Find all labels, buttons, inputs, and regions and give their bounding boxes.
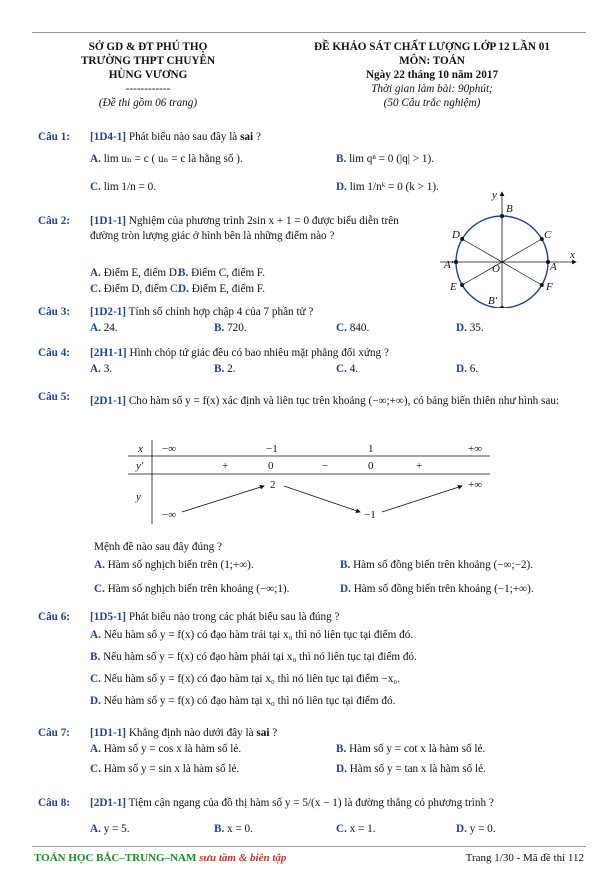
question-emphasis: sai xyxy=(240,131,254,143)
question-tag: [1D2-1] xyxy=(90,306,127,318)
arrow-increase-2 xyxy=(382,486,462,512)
point-b xyxy=(500,214,504,218)
x-val-4: +∞ xyxy=(468,443,483,455)
y-top-2: +∞ xyxy=(468,479,483,491)
option-a[interactable]: A. Hàm số y = cos x là hàm số lẻ. xyxy=(90,743,242,755)
label-d: D xyxy=(452,229,460,241)
question-tag: [1D4-1] xyxy=(90,131,127,143)
option-c[interactable]: C. 840. xyxy=(336,322,370,334)
header-dashes: ------------ xyxy=(125,83,171,95)
option-b[interactable]: B. Hàm số y = cot x là hàm số lẻ. xyxy=(336,743,486,755)
option-a[interactable]: A. 3. xyxy=(90,363,113,375)
question-number: Câu 5: xyxy=(38,391,71,403)
sign-5: + xyxy=(416,460,423,472)
option-a[interactable]: A. lim uₙ = c ( uₙ = c là hằng số ). xyxy=(90,153,243,165)
question-text: Phát biểu nào sau đây là xyxy=(128,131,241,143)
question-number: Câu 2: xyxy=(38,215,71,227)
label-b: B xyxy=(506,203,513,215)
question-text: Tiệm cận ngang của đồ thị hàm số y = 5/(x − 1) là đường thẳng có phương trình ? xyxy=(128,797,494,809)
label-a-prime: A' xyxy=(444,259,454,271)
label-x: x xyxy=(570,249,575,261)
label-f: F xyxy=(546,281,553,293)
option-d[interactable]: D. Điểm E, điểm F. xyxy=(178,283,266,295)
option-b[interactable]: B. Hàm số đồng biến trên khoảng (−∞;−2). xyxy=(340,559,534,571)
question-tag: [2H1-1] xyxy=(90,347,127,359)
header-left xyxy=(48,40,248,110)
question-tag: [2D1-1] xyxy=(90,797,127,809)
question-tag: [1D5-1] xyxy=(90,611,127,623)
subject: MÔN: TOÁN xyxy=(399,55,465,67)
question-tag: [2D1-1] xyxy=(90,395,127,407)
question-count: (50 Câu trắc nghiệm) xyxy=(383,97,481,109)
option-d[interactable]: D. Hàm số đồng biến trên khoảng (−1;+∞). xyxy=(340,583,534,595)
variation-table xyxy=(128,440,490,524)
school-name-2: HÙNG VƯƠNG xyxy=(108,69,188,81)
x-val-2: −1 xyxy=(266,443,278,455)
question-text: Phát biểu nào trong các phát biểu sau là đúng ? xyxy=(128,611,340,623)
x-val-1: −∞ xyxy=(162,443,177,455)
y-bot-1: −∞ xyxy=(162,509,177,521)
time-limit: Thời gian làm bài: 90phút; xyxy=(371,83,493,95)
option-b[interactable]: B. lim qⁿ = 0 (|q| > 1). xyxy=(336,153,435,165)
x-val-3: 1 xyxy=(368,443,374,455)
sign-3: − xyxy=(322,460,329,472)
row-label-y: y xyxy=(136,491,141,503)
option-a[interactable]: A. Hàm số nghịch biến trên (1;+∞). xyxy=(94,559,254,571)
question-text: Cho hàm số y = f(x) xác định và liên tục trên khoảng (−∞;+∞), có bảng biến thiên như hình sau: xyxy=(128,395,560,407)
exam-title: ĐỀ KHẢO SÁT CHẤT LƯỢNG LỚP 12 LẦN 01 xyxy=(313,41,550,53)
question-text: Hình chóp tứ giác đều có bao nhiêu mặt phẳng đối xứng ? xyxy=(129,347,389,359)
option-d[interactable]: D. 6. xyxy=(456,363,479,375)
footer-brand xyxy=(34,852,286,864)
page-count-note: (Đề thi gồm 06 trang) xyxy=(98,97,198,109)
option-d[interactable]: D. 35. xyxy=(456,322,484,334)
y-top-1: 2 xyxy=(270,479,276,491)
option-b[interactable]: B. Nếu hàm số y = f(x) có đạo hàm phải tại x₀ thì nó liên tục tại điểm đó. xyxy=(90,651,417,663)
dept-name: SỞ GD & ĐT PHÚ THỌ xyxy=(88,41,208,53)
question-number: Câu 6: xyxy=(38,611,71,623)
question-tag: [1D1-1] xyxy=(90,727,127,739)
arrow-decrease xyxy=(284,486,360,512)
exam-date: Ngày 22 tháng 10 năm 2017 xyxy=(365,69,499,81)
question-number: Câu 4: xyxy=(38,347,71,359)
option-c[interactable]: C. Nếu hàm số y = f(x) có đạo hàm tại x₀ thì nó liên tục tại điểm −x₀. xyxy=(90,673,400,685)
option-c[interactable]: C. 4. xyxy=(336,363,359,375)
header-right xyxy=(282,40,582,110)
sign-1: + xyxy=(222,460,229,472)
option-b[interactable]: B. 720. xyxy=(214,322,247,334)
option-c[interactable]: C. Hàm số y = sin x là hàm số lẻ. xyxy=(90,763,240,775)
option-d[interactable]: D. lim 1/nᵏ = 0 (k > 1). xyxy=(336,181,439,193)
row-label-x: x xyxy=(138,443,143,455)
question-text: Nghiệm của phương trình 2sin x + 1 = 0 được biểu diễn trên đường tròn lượng giác ở hình bên là những điểm nào ? xyxy=(90,215,399,242)
option-c[interactable]: C. lim 1/n = 0. xyxy=(90,181,156,193)
question-prompt: Mệnh đề nào sau đây đúng ? xyxy=(94,541,223,553)
option-b[interactable]: B. Điểm C, điểm F. xyxy=(178,267,266,279)
label-o: O xyxy=(492,263,500,275)
school-name: TRƯỜNG THPT CHUYÊN xyxy=(80,55,216,67)
point-a-prime xyxy=(454,260,458,264)
y-bot-2: −1 xyxy=(364,509,376,521)
question-emphasis: sai xyxy=(256,727,270,739)
arrow-increase-1 xyxy=(182,486,264,512)
option-c[interactable]: C. Điểm D, điểm C. xyxy=(90,283,181,295)
question-text-end: ? xyxy=(269,727,278,739)
label-e: E xyxy=(450,281,457,293)
page-number: Trang 1/30 - Mã đề thi 112 xyxy=(465,852,584,864)
option-c[interactable]: C. Hàm số nghịch biến trên khoảng (−∞;1). xyxy=(94,583,290,595)
footer-rule xyxy=(32,846,586,847)
label-c: C xyxy=(544,229,552,241)
question-text: Khẳng định nào dưới đây là xyxy=(128,727,257,739)
sign-2: 0 xyxy=(268,460,274,472)
question-number: Câu 3: xyxy=(38,306,71,318)
option-a[interactable]: A. y = 5. xyxy=(90,823,130,835)
footer-brand-name: TOÁN HỌC BẮC–TRUNG–NAM xyxy=(34,852,200,864)
option-a[interactable]: A. Điểm E, điểm D. xyxy=(90,267,180,279)
question-number: Câu 1: xyxy=(38,131,71,143)
option-a[interactable]: A. Nếu hàm số y = f(x) có đạo hàm trái tại x₀ thì nó liên tục tại điểm đó. xyxy=(90,629,414,641)
row-label-yp: y′ xyxy=(136,460,144,472)
trig-circle-figure xyxy=(440,188,580,308)
option-c[interactable]: C. x = 1. xyxy=(336,823,376,835)
point-d xyxy=(460,237,464,241)
option-d[interactable]: D. y = 0. xyxy=(456,823,496,835)
sign-4: 0 xyxy=(368,460,374,472)
question-text-end: ? xyxy=(253,131,261,143)
point-f xyxy=(540,283,544,287)
point-e xyxy=(460,283,464,287)
question-tag: [1D1-1] xyxy=(90,215,127,227)
option-d[interactable]: D. Nếu hàm số y = f(x) có đạo hàm tại x₀ thì nó liên tục tại điểm đó. xyxy=(90,695,396,707)
option-b[interactable]: B. 2. xyxy=(214,363,236,375)
top-rule xyxy=(32,32,586,33)
label-a: A xyxy=(550,261,557,273)
option-a[interactable]: A. 24. xyxy=(90,322,118,334)
label-y: y xyxy=(492,189,497,201)
option-d[interactable]: D. Hàm số y = tan x là hàm số lẻ. xyxy=(336,763,486,775)
question-text: Tính số chỉnh hợp chập 4 của 7 phần tử ? xyxy=(128,306,314,318)
question-number: Câu 8: xyxy=(38,797,71,809)
question-number: Câu 7: xyxy=(38,727,71,739)
label-b-prime: B' xyxy=(488,295,498,307)
option-b[interactable]: B. x = 0. xyxy=(214,823,253,835)
footer-brand-note: sưu tầm & biên tập xyxy=(199,852,287,864)
